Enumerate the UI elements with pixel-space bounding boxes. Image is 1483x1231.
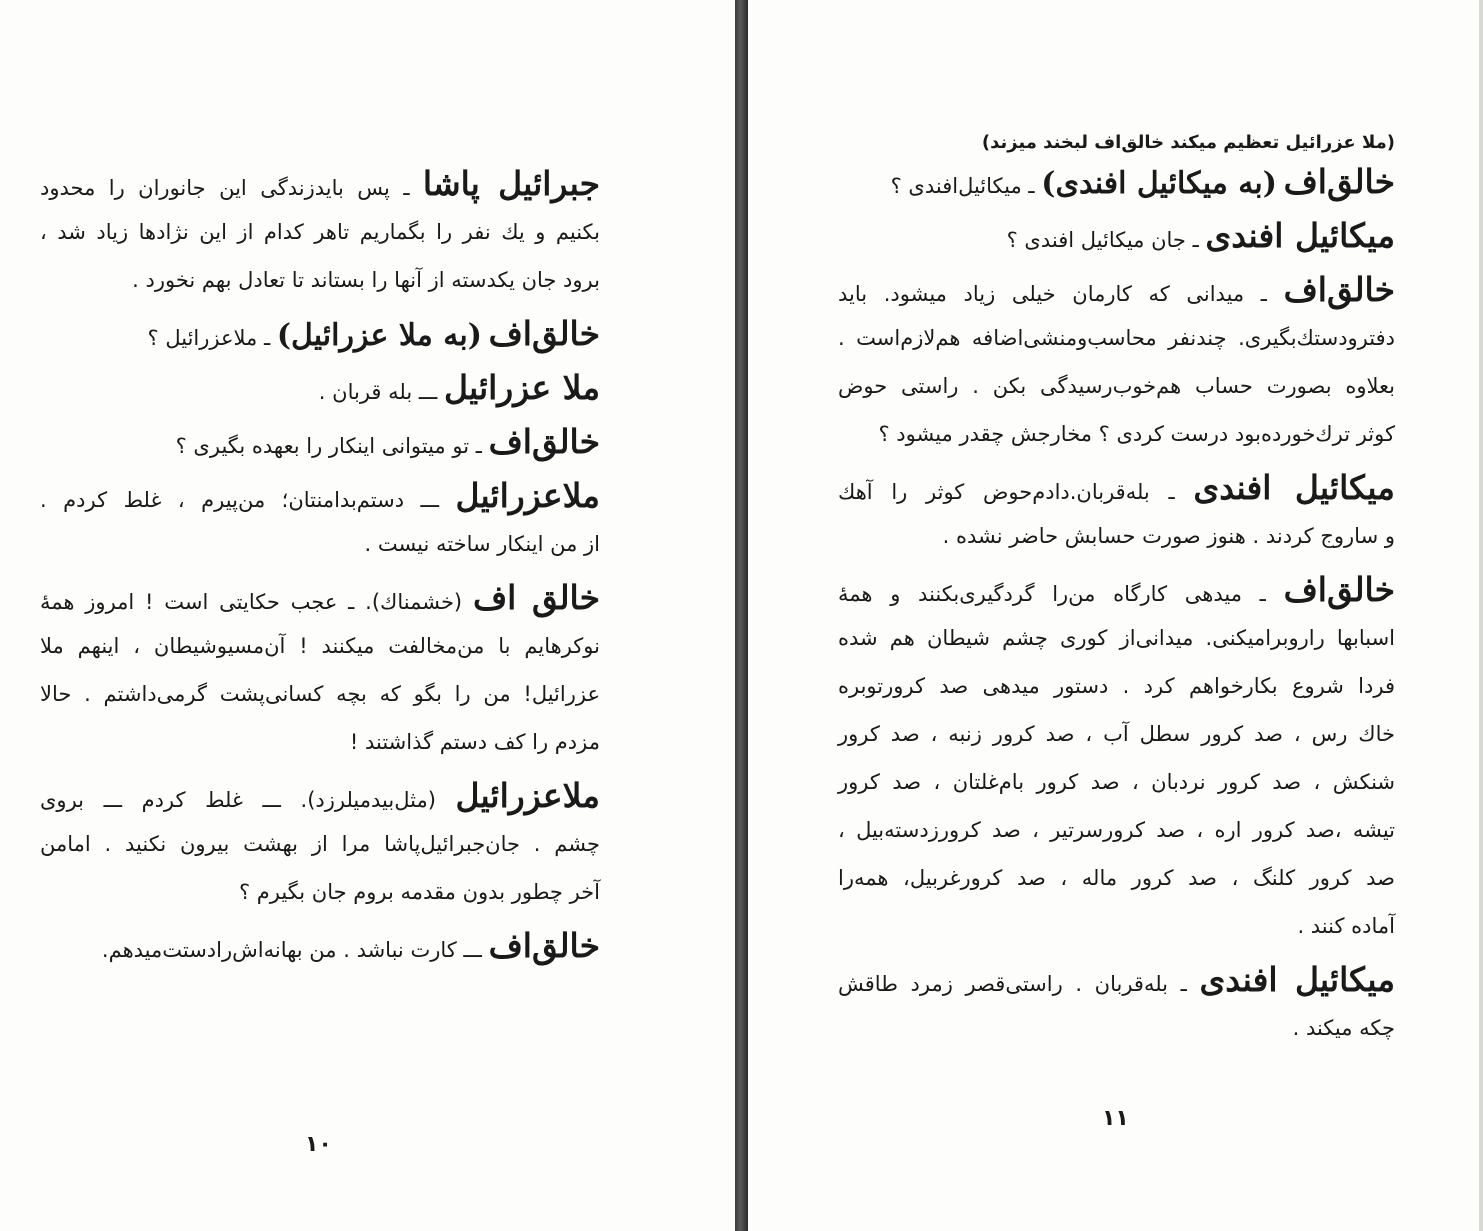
dialogue-block (838, 158, 1395, 206)
dialogue-block (838, 464, 1395, 560)
stage-aside: (مثل‌بیدمیلرزد). (300, 788, 436, 812)
text-line (40, 364, 600, 412)
line-text: ـ جان میکائیل افندی ؟ (1006, 228, 1199, 252)
speaker-name: ملاعزرائیل (455, 776, 600, 815)
text-line (40, 160, 600, 208)
dialogue-block (838, 566, 1395, 950)
text-line (838, 566, 1395, 614)
text-line: آماده کنند . (1297, 914, 1395, 938)
speaker-name: خالق‌اف (488, 422, 600, 461)
text-line (838, 212, 1395, 260)
text-line: صد کرور کلنگ ، صد کرور ماله ، صد کرورغربیل، همه‌را (838, 866, 1395, 890)
text-line (40, 574, 600, 622)
speaker-name: خالق‌اف (1283, 270, 1395, 309)
text-line: کوثر ترك‌خورده‌بود درست کردی ؟ مخارجش چقدر میشود ؟ (878, 422, 1395, 446)
dialogue-block (40, 472, 600, 568)
dialogue-block (40, 160, 600, 304)
speaker-name: ملاعزرائیل (455, 476, 600, 515)
line-text: ـ عجب حکایتی است ! امروز همهٔ (40, 590, 355, 614)
text-line: بکنیم و یك نفر را بگماریم تاهر کدام از این نژادها زیاد شد ، (40, 220, 600, 244)
text-line (40, 922, 600, 970)
text-line: و ساروج کردند . هنوز صورت حسابش حاضر نشده . (942, 524, 1395, 548)
text-line (838, 464, 1395, 512)
text-line: خاك رس ، صد کرور سطل آب ، صد کرور زنبه ، صد کرور (838, 722, 1395, 746)
dialogue-block (40, 310, 600, 358)
text-line: شنکش ، صد کرور نردبان ، صد کرور بام‌غلتان ، صد کرور (838, 770, 1395, 794)
text-line: نوکرهایم با من‌مخالفت میکنند ! آن‌مسیوشیطان ، اینهم ملا (40, 634, 600, 658)
dialogue-block (838, 266, 1395, 458)
speaker-name: میکائیل افندی (1199, 960, 1395, 999)
line-text: ـ میدهی کارگاه من‌را گردگیری‌بکنند و همهٔ (838, 582, 1266, 606)
text-line (40, 418, 600, 466)
text-line (40, 310, 600, 358)
page-edge (1479, 0, 1483, 1231)
dialogue-block (40, 418, 600, 466)
line-text: ـ ملاعزرائیل ؟ (147, 326, 271, 350)
dialogue-block (40, 772, 600, 916)
dialogue-block (838, 212, 1395, 260)
text-line (838, 956, 1395, 1004)
stage-aside: (خشمناك). (365, 590, 463, 614)
line-text: ـ میکائیل‌افندی ؟ (890, 174, 1035, 198)
speaker-name: خالق‌اف (488, 926, 600, 965)
stage-direction: (ملا عزرائیل تعظیم میکند خالق‌اف لبخند میزند) (981, 132, 1395, 153)
text-line: فردا شروع بکارخواهم کرد . دستور میدهی صد کرورتوبره (838, 674, 1395, 698)
text-line: آخر چطور بدون مقدمه بروم جان بگیرم ؟ (238, 880, 600, 904)
text-line: از من اینکار ساخته نیست . (364, 532, 600, 556)
line-text: ـ میدانی که کارمان خیلی زیاد میشود. باید (838, 282, 1267, 306)
speaker-name: خالق‌اف (1283, 162, 1395, 201)
dialogue-block (40, 364, 600, 412)
dialogue-block (40, 922, 600, 970)
speaker-name: خالق‌اف (1283, 570, 1395, 609)
speaker-name: خالق‌اف (488, 314, 600, 353)
speaker-name: خالق اف (472, 578, 600, 617)
dialogue-block (40, 574, 600, 766)
text-line: دفترودستك‌بگیری. چندنفر محاسب‌ومنشی‌اضافه هم‌لازم‌است . (838, 326, 1395, 350)
text-line: برود جان یکدسته از آنها را بستاند تا تعادل بهم نخورد . (132, 268, 600, 292)
speaker-name: جبرائیل پاشا (422, 164, 600, 203)
line-text: ـ بله‌قربان.دادم‌حوض کوثر را آهك (838, 480, 1175, 504)
line-text: ـــ کارت نباشد . من بهانه‌اش‌را‌دستت‌میدهم. (101, 938, 482, 962)
line-text: ـ پس بایدزندگی این جانوران را محدود (40, 176, 410, 200)
right-page (748, 0, 1483, 1231)
text-line: عزرائیل! من را بگو که بچه کسانی‌پشت گرمی‌داشتم . حالا (40, 682, 600, 706)
text-line (40, 472, 600, 520)
text-line: چشم . جان‌جبرائیل‌پاشا مرا از بهشت بیرون نکنید . امامن (40, 832, 600, 856)
dialogue-block (838, 956, 1395, 1052)
speaker-name: ملا عزرائیل (444, 368, 600, 407)
text-line: بعلاوه بصورت حساب هم‌خوب‌رسیدگی بکن . راستی حوض (838, 374, 1395, 398)
page-number: ۱۱ (1102, 1106, 1129, 1131)
line-text: ـــ بله قربان . (318, 380, 438, 404)
speaker-name: میکائیل افندی (1205, 216, 1395, 255)
left-page (0, 0, 735, 1231)
text-line: مزدم را کف دستم گذاشتند ! (349, 730, 600, 754)
line-text: ـــ غلط کردم ـــ بروی (40, 788, 281, 812)
line-text: ـ تو میتوانی اینکار را بعهده بگیری ؟ (175, 434, 482, 458)
line-text: ـ بله‌قربان . راستی‌قصر زمرد طاقش (838, 972, 1187, 996)
text-line: چکه میکند . (1292, 1016, 1395, 1040)
text-line (838, 158, 1395, 206)
page-number: ۱۰ (305, 1132, 332, 1157)
text-line: اسبابها را‌روبرا‌میکنی. میدانی‌از کوری چشم شیطان هم شده (838, 626, 1395, 650)
text-line (40, 772, 600, 820)
addressee: (به میکائیل افندی) (1041, 166, 1277, 201)
speaker-name: میکائیل افندی (1193, 468, 1395, 507)
line-text: ـــ دستم‌بدامنتان؛ من‌پیرم ، غلط کردم . (40, 488, 439, 512)
book-spine (735, 0, 748, 1231)
addressee: (به ملا عزرائیل) (276, 318, 482, 353)
text-line (838, 266, 1395, 314)
text-line: تیشه ،صد کرور اره ، صد کرورسرتیر ، صد کرورزدسته‌بیل ، (838, 818, 1395, 842)
